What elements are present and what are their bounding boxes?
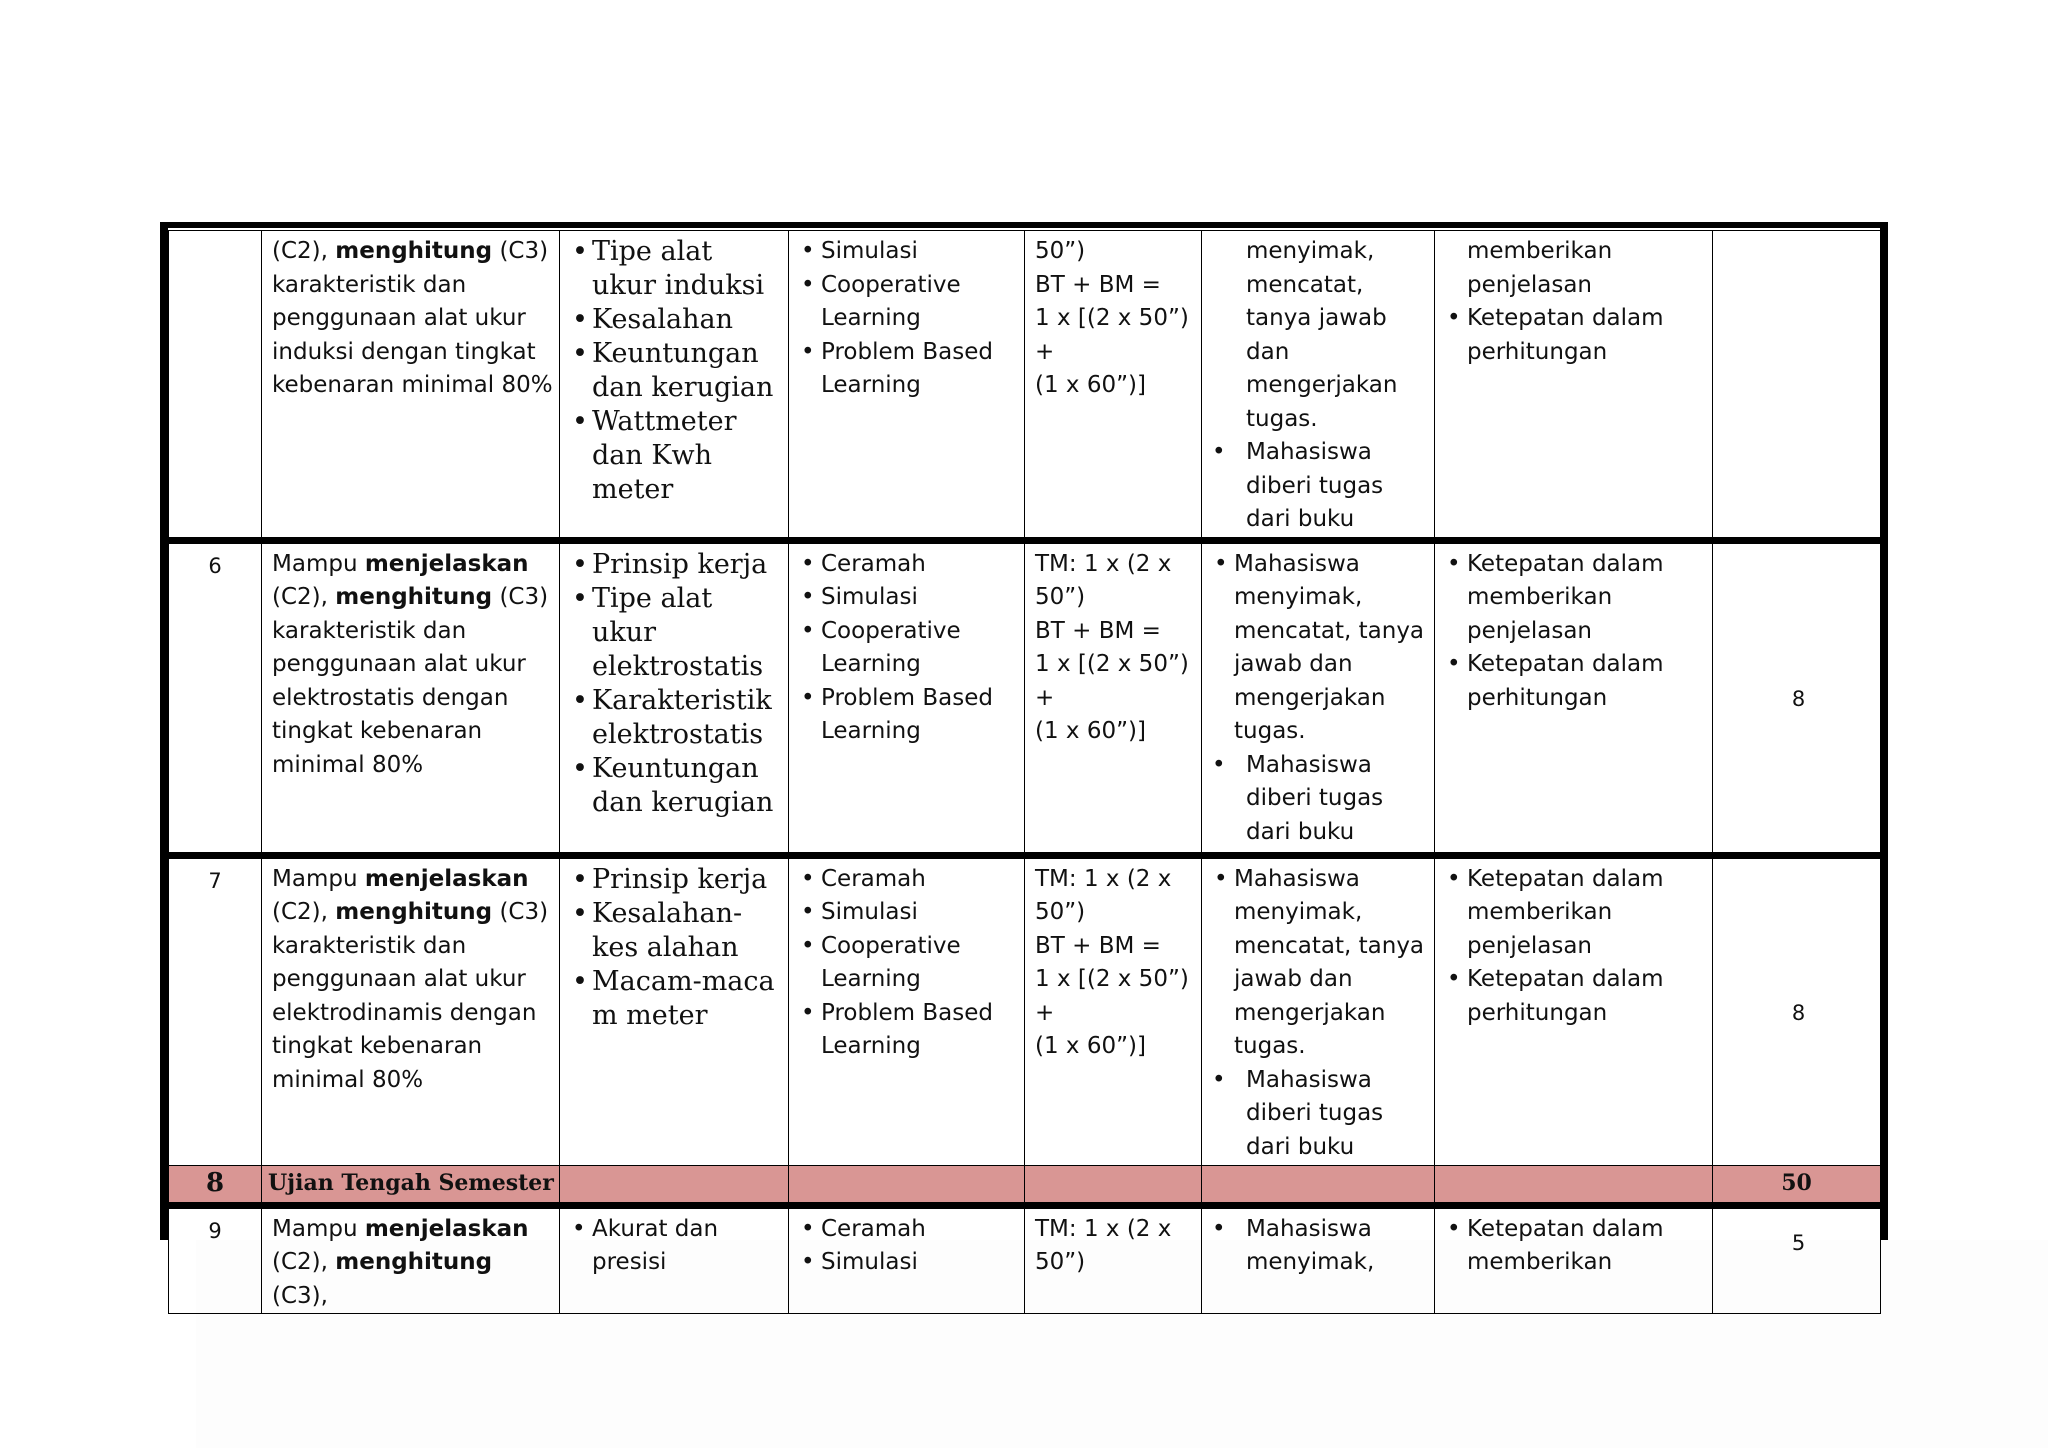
table-row <box>169 1205 1881 1314</box>
ability-keyword: menjelaskan <box>364 550 529 577</box>
learning-ability-cell <box>262 1205 560 1314</box>
list-item: • Cooperative Learning <box>799 930 1018 997</box>
list-item: • Simulasi <box>799 896 1018 930</box>
time-line: (1 x 60”)] <box>1035 718 1146 744</box>
list-item: • Wattmeter dan Kwh meter <box>570 405 782 507</box>
midterm-exam-label: Ujian Tengah Semester <box>262 1165 560 1205</box>
ability-text: (C3) karakteristik dan penggunaan alat ukur elektrodinamis dengan tingkat kebenaran minimal 80% <box>272 899 549 1093</box>
learning-method-cell <box>789 855 1025 1165</box>
learning-ability-cell <box>262 540 560 855</box>
list-item: • Ketepatan dalam memberikan <box>1445 1213 1706 1280</box>
list-item: • Ketepatan dalam perhitungan <box>1445 302 1706 369</box>
weight-cell: 50 <box>1713 1165 1881 1205</box>
weight-cell: 8 <box>1713 855 1881 1165</box>
list-item: • Ceramah <box>799 863 1018 897</box>
list-item: • Simulasi <box>799 235 1018 269</box>
list-item: • Mahasiswa diberi tugas dari buku <box>1212 749 1428 850</box>
assessment-criteria-cell <box>1435 1205 1713 1314</box>
time-line: + <box>1035 684 1055 711</box>
time-line: (1 x 60”)] <box>1035 372 1146 398</box>
time-line: TM: 1 x (2 x 50”) <box>1035 1215 1172 1275</box>
study-material-cell <box>560 231 789 541</box>
ability-text: (C3) karakteristik dan penggunaan alat ukur induksi dengan tingkat kebenaran minimal 80% <box>272 238 553 398</box>
study-material-cell <box>560 855 789 1165</box>
weight-cell: 5 <box>1713 1205 1881 1314</box>
learning-experience-cell <box>1202 540 1435 855</box>
learning-method-cell <box>789 540 1025 855</box>
ability-keyword: menjelaskan <box>364 865 529 892</box>
experience-text: menyimak, mencatat, tanya jawab dan mengerjakan tugas. <box>1246 238 1398 432</box>
learning-method-cell <box>789 231 1025 541</box>
assessment-criteria-cell <box>1435 855 1713 1165</box>
ability-keyword: menghitung <box>335 899 493 925</box>
learning-ability-cell <box>262 231 560 541</box>
learning-experience-cell <box>1202 1205 1435 1314</box>
ability-text: (C3), <box>272 1282 328 1309</box>
time-line: 1 x [(2 x 50”) <box>1035 305 1189 331</box>
learning-experience-cell <box>1202 855 1435 1165</box>
list-item: • Ketepatan dalam perhitungan <box>1445 963 1706 1030</box>
ability-keyword: menjelaskan <box>364 1215 529 1242</box>
learning-experience-cell <box>1202 231 1435 541</box>
list-item: • Problem Based Learning <box>799 997 1018 1064</box>
row-number: 7 <box>169 855 262 1165</box>
table-row <box>169 540 1881 855</box>
time-allocation-cell <box>1025 1205 1202 1314</box>
table-row <box>169 855 1881 1165</box>
rps-table <box>168 230 1881 1314</box>
time-line: + <box>1035 338 1055 365</box>
list-item: • Karakteristik elektrostatis <box>570 684 782 752</box>
criteria-text: memberikan penjelasan <box>1467 238 1613 298</box>
list-item: • Ketepatan dalam memberikan penjelasan <box>1445 548 1706 649</box>
ability-keyword: menghitung <box>335 238 493 264</box>
row-number: 9 <box>169 1205 262 1314</box>
list-item: • Mahasiswa menyimak, <box>1212 1213 1428 1280</box>
time-line: 1 x [(2 x 50”) <box>1035 966 1189 992</box>
list-item: • Macam-maca m meter <box>570 965 782 1033</box>
list-item: • Prinsip kerja <box>570 548 782 582</box>
empty-cell <box>789 1165 1025 1205</box>
table-row <box>169 231 1881 541</box>
learning-ability-cell <box>262 855 560 1165</box>
time-line: BT + BM = <box>1035 617 1161 644</box>
study-material-cell <box>560 540 789 855</box>
ability-text: Mampu <box>272 865 365 892</box>
time-line: + <box>1035 999 1055 1026</box>
ability-text: Mampu <box>272 1215 365 1242</box>
list-item: • Ketepatan dalam perhitungan <box>1445 648 1706 715</box>
list-item: • Mahasiswa menyimak, mencatat, tanya jawab dan mengerjakan tugas. <box>1212 548 1428 749</box>
time-allocation-cell <box>1025 540 1202 855</box>
list-item: • Problem Based Learning <box>799 682 1018 749</box>
empty-cell <box>560 1165 789 1205</box>
list-item: • Kesalahan <box>570 303 782 337</box>
ability-text: (C2), <box>272 899 336 925</box>
assessment-criteria-cell <box>1435 540 1713 855</box>
time-allocation-cell <box>1025 855 1202 1165</box>
row-number: 8 <box>169 1165 262 1205</box>
time-line: TM: 1 x (2 x 50”) <box>1035 550 1172 610</box>
list-item: • Mahasiswa menyimak, mencatat, tanya jawab dan mengerjakan tugas. <box>1212 863 1428 1064</box>
list-item: • Mahasiswa diberi tugas dari buku <box>1212 1064 1428 1165</box>
list-item: • Ceramah <box>799 548 1018 582</box>
list-item: • Tipe alat ukur induksi <box>570 235 782 303</box>
midterm-exam-row <box>169 1165 1881 1205</box>
row-number: 6 <box>169 540 262 855</box>
time-line: BT + BM = <box>1035 932 1161 959</box>
empty-cell <box>1025 1165 1202 1205</box>
ability-keyword: menghitung <box>335 584 493 610</box>
empty-cell <box>1435 1165 1713 1205</box>
ability-text: (C2), <box>272 238 336 264</box>
study-material-cell <box>560 1205 789 1314</box>
weight-cell: 8 <box>1713 540 1881 855</box>
list-item: • Prinsip kerja <box>570 863 782 897</box>
list-item: • Tipe alat ukur elektrostatis <box>570 582 782 684</box>
ability-text: (C2), <box>272 584 336 610</box>
list-item: • Mahasiswa diberi tugas dari buku <box>1212 436 1428 537</box>
time-allocation-cell <box>1025 231 1202 541</box>
empty-cell <box>1202 1165 1435 1205</box>
ability-keyword: menghitung <box>335 1249 493 1275</box>
learning-method-cell <box>789 1205 1025 1314</box>
list-item: • Problem Based Learning <box>799 336 1018 403</box>
list-item: • Cooperative Learning <box>799 615 1018 682</box>
time-line: BT + BM = <box>1035 271 1161 298</box>
time-line: (1 x 60”)] <box>1035 1033 1146 1059</box>
list-item: • Simulasi <box>799 581 1018 615</box>
list-item: • Keuntungan dan kerugian <box>570 752 782 820</box>
time-line: TM: 1 x (2 x 50”) <box>1035 865 1172 925</box>
assessment-criteria-cell <box>1435 231 1713 541</box>
time-line: 1 x [(2 x 50”) <box>1035 651 1189 677</box>
list-item: • Keuntungan dan kerugian <box>570 337 782 405</box>
list-item: • Simulasi <box>799 1246 1018 1280</box>
ability-text: (C3) karakteristik dan penggunaan alat ukur elektrostatis dengan tingkat kebenaran minimal 80% <box>272 584 549 778</box>
list-item: • Akurat dan presisi <box>570 1213 782 1280</box>
ability-text: Mampu <box>272 550 365 577</box>
time-line: 50”) <box>1035 238 1086 264</box>
weight-cell <box>1713 231 1881 541</box>
list-item: • Kesalahan-kes alahan <box>570 897 782 965</box>
list-item: • Ceramah <box>799 1213 1018 1247</box>
ability-text: (C2), <box>272 1249 336 1275</box>
list-item: • Cooperative Learning <box>799 269 1018 336</box>
row-number <box>169 231 262 541</box>
list-item: • Ketepatan dalam memberikan penjelasan <box>1445 863 1706 964</box>
